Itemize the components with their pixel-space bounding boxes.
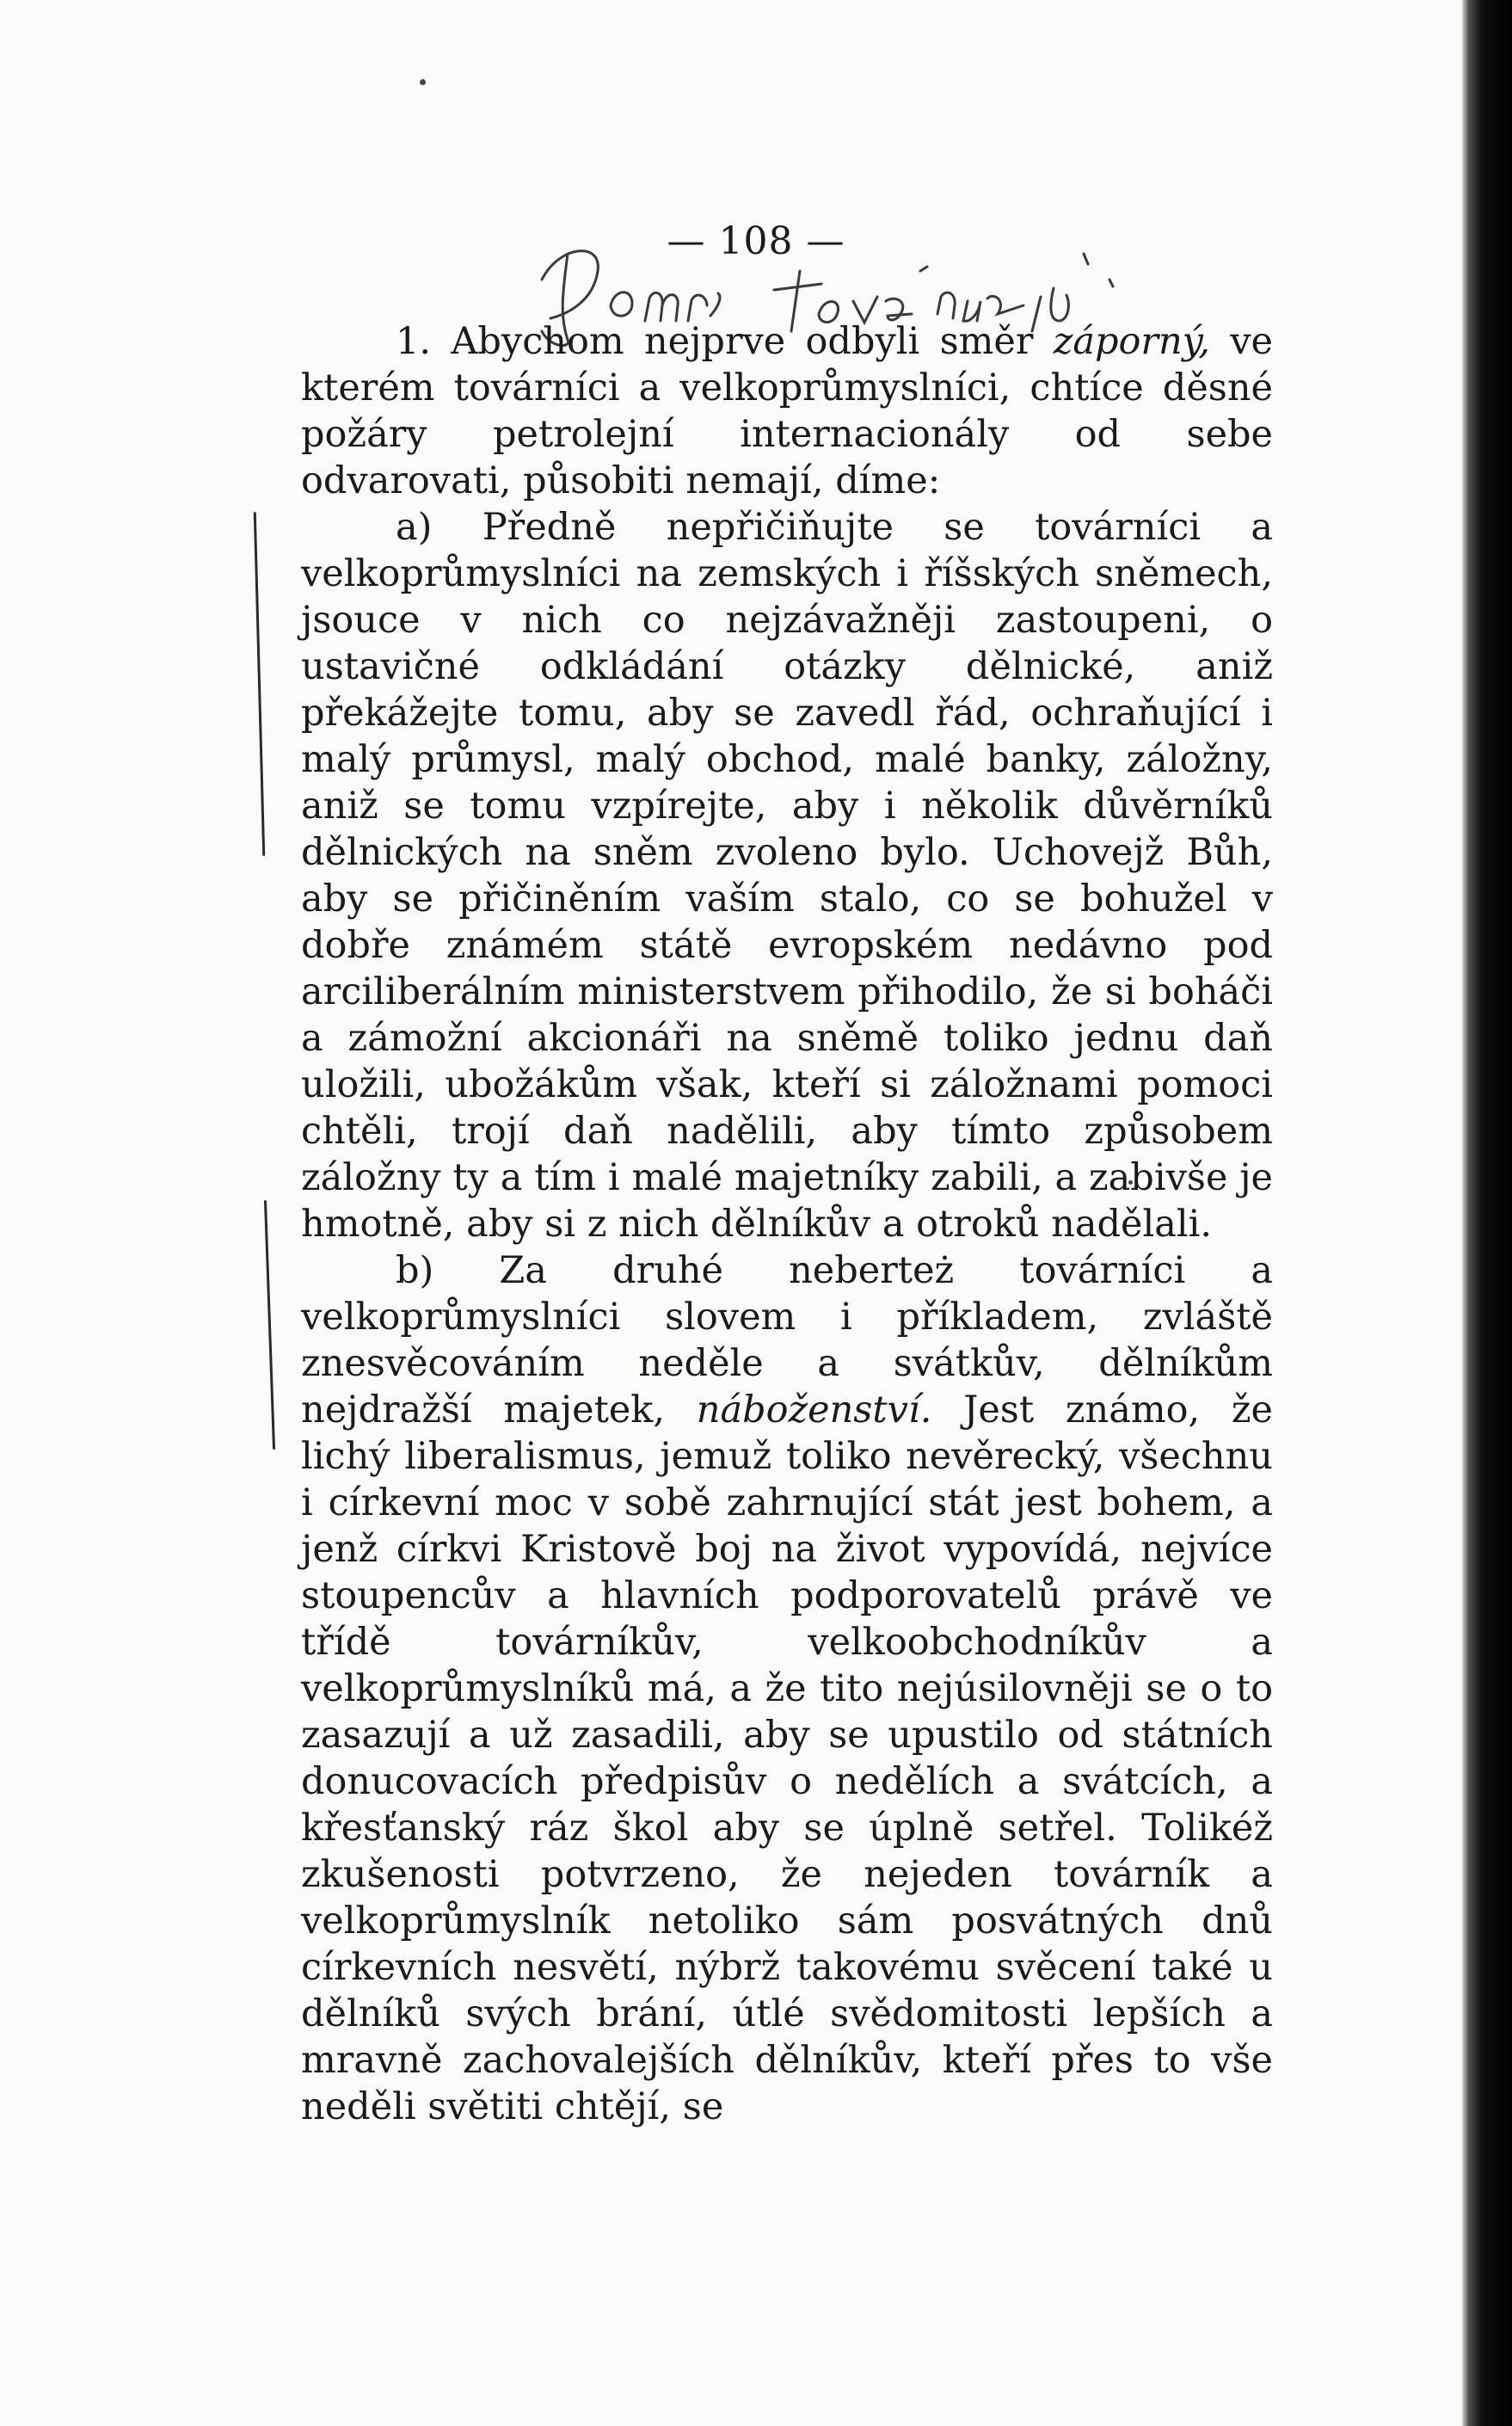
text-segment: b) Za druhé neberteż továrníci a velkoprůmyslníci slovem i příkladem, zvláště znesvěcováním neděle a svátkův, dělníkům nejdražší majetek, [301,1249,1273,1432]
body-text [301,318,1273,2130]
paragraph-section-a [301,504,1273,1247]
italic-text: náboženství. [696,1388,932,1432]
paragraph-intro [301,318,1273,504]
margin-mark-a [254,512,265,856]
text-segment: Jest známo, že lichý liberalismus, jemuž toliko nevěrecký, všechnu i církevní moc v sobě zahrnující stát jest bohem, a jenž církvi Kristově boj na život vypovídá, nejvíce stoupencův a hlavních podporovatelů právě ve třídě továrníkův, velkoobchodníkův a velkoprůmyslníků má, a že tito nejúsilovněji se o to zasazují a už zasadili, aby se upustilo od státních donucovacích předpisův o nedělích a svátcích, a křesťanský ráz škol aby se úplně setřel. Tolikéž zkušenosti potvrzeno, že nejeden továrník a velkoprůmyslník netoliko sám posvátných dnů církevních nesvětí, nýbrž takovému svěcení také u dělníků svých brání, útlé svědomitosti lepších a mravně zachovalejších dělníkův, kteří přes to vše neděli světiti chtějí, se [301,1388,1273,2128]
scan-edge-shadow [1462,0,1512,2426]
text-segment: a) Předně nepřičiňujte se továrníci a velkoprůmyslníci na zemských i říšských sněmech, jsouce v nich co nejzávažněji zastoupeni, o ustavičné odkládání otázky dělnické, aniž překážejte tomu, aby se zavedl řád, ochraňující i malý průmysl, malý obchod, malé banky, záložny, aniž se tomu vzpírejte, aby i několik důvěrníků dělnických na sněm zvoleno bylo. Uchovejž Bůh, aby se přičiněním vaším stalo, co se bohužel v dobře známém státě evropském nedávno pod arciliberálním ministerstvem přihodilo, že si boháči a zámožní akcionáři na sněmě toliko jednu daň uložili, ubožákům však, kteří si záložnami pomoci chtěli, trojí daň nadělili, aby tímto způsobem záložny ty a tím i malé majetníky zabili, a zabivše je hmotně, aby si z nich dělníkův a otroků nadělali. [301,506,1273,1246]
margin-mark-b [264,1200,275,1450]
page-number: — 108 — [667,219,845,263]
italic-text: záporný, [1053,320,1210,363]
text-segment: ve kterém továrníci a velkoprůmyslníci, chtíce děsné požáry petrolejní internacionály od sebe odvarovati, působiti nemají, díme: [301,320,1273,502]
paper-speck [420,79,426,85]
text-segment: 1. Abychom nejprve odbyli směr [396,320,1054,363]
paragraph-section-b [301,1247,1273,2130]
